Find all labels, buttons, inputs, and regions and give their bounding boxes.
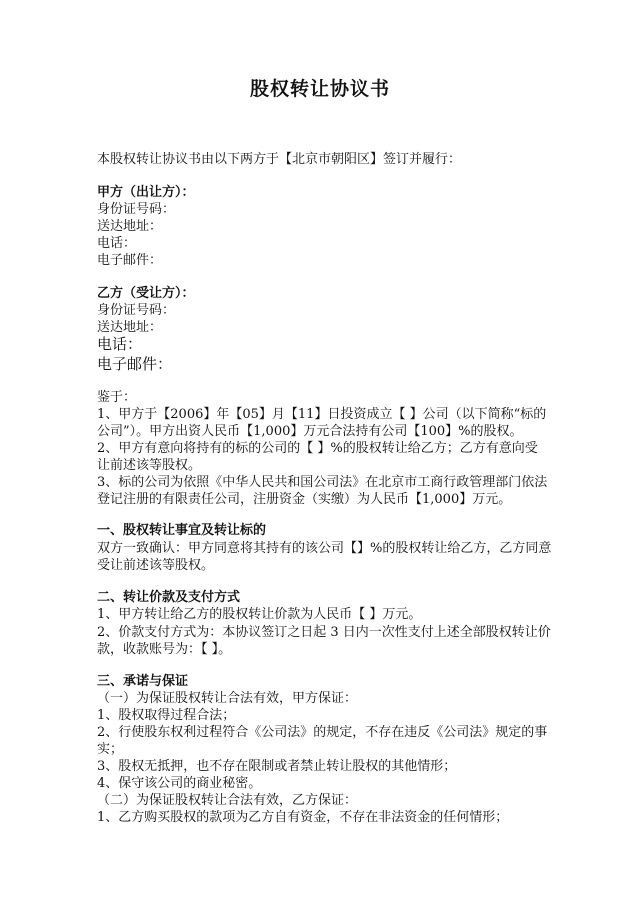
document-title: 股权转让协议书 bbox=[249, 78, 390, 100]
party-b-address-label: 送达地址： bbox=[97, 320, 163, 335]
party-b-phone-label: 电话： bbox=[97, 335, 143, 353]
party-b-id-label: 身份证号码： bbox=[97, 303, 176, 318]
section-3-line: 1、股权取得过程合法； bbox=[97, 708, 236, 723]
section-3-line: 4、保守该公司的商业秘密。 bbox=[97, 776, 262, 791]
section-2-line: 1、甲方转让给乙方的股权转让价款为人民币【 】万元。 bbox=[97, 607, 422, 622]
party-a-phone-label: 电话： bbox=[97, 236, 137, 251]
party-a-address-label: 送达地址： bbox=[97, 219, 163, 234]
section-3-line: 3、股权无抵押，也不存在限制或者禁止转让股权的其他情形； bbox=[97, 759, 457, 774]
section-1-heading: 一、股权转让事宜及转让标的 bbox=[97, 523, 267, 538]
section-3-line: 1、乙方购买股权的款项为乙方自有资金，不存在非法资金的任何情形； bbox=[97, 810, 509, 825]
party-a-id-label: 身份证号码： bbox=[97, 202, 176, 217]
whereas-line: 让前述该等股权。 bbox=[97, 458, 202, 473]
whereas-line: 登记注册的有限责任公司，注册资金（实缴）为人民币【1,000】万元。 bbox=[97, 492, 512, 507]
section-3-line: （二）为保证股权转让合法有效，乙方保证： bbox=[97, 793, 358, 808]
section-2-heading: 二、转让价款及支付方式 bbox=[97, 590, 241, 605]
section-1-line: 受让前述该等股权。 bbox=[97, 558, 215, 573]
section-3-line: （一）为保证股权转让合法有效，甲方保证： bbox=[97, 691, 358, 706]
whereas-label: 鉴于： bbox=[97, 390, 137, 405]
party-b-email-label: 电子邮件： bbox=[97, 355, 173, 373]
party-a-heading: 甲方（出让方）： bbox=[97, 185, 195, 200]
section-3-line: 2、行使股东权利过程符合《公司法》的规定，不存在违反《公司法》规定的事 bbox=[97, 725, 548, 740]
section-2-line: 2、价款支付方式为：本协议签订之日起 3 日内一次性支付上述全部股权转让价 bbox=[97, 625, 551, 640]
whereas-line: 3、标的公司为依照《中华人民共和国公司法》在北京市工商行政管理部门依法 bbox=[97, 475, 548, 490]
whereas-line: 2、甲方有意向将持有的标的公司的【 】%的股权转让给乙方；乙方有意向受 bbox=[97, 441, 538, 456]
section-2-line: 款，收款账号为：【 】。 bbox=[97, 642, 232, 657]
section-3-heading: 三、承诺与保证 bbox=[97, 674, 189, 689]
party-b-heading: 乙方（受让方）： bbox=[97, 286, 195, 301]
section-1-line: 双方一致确认：甲方同意将其持有的该公司【】%的股权转让给乙方，乙方同意 bbox=[97, 541, 552, 556]
whereas-line: 1、甲方于【2006】年【05】月【11】日投资成立【 】公司（以下简称“标的 bbox=[97, 407, 547, 422]
whereas-line: 公司”）。甲方出资人民币【1,000】万元合法持有公司【100】%的股权。 bbox=[97, 424, 523, 439]
section-3-line: 实； bbox=[97, 742, 124, 757]
intro-line: 本股权转让协议书由以下两方于【北京市朝阳区】签订并履行： bbox=[97, 152, 462, 167]
party-a-email-label: 电子邮件： bbox=[97, 253, 163, 268]
